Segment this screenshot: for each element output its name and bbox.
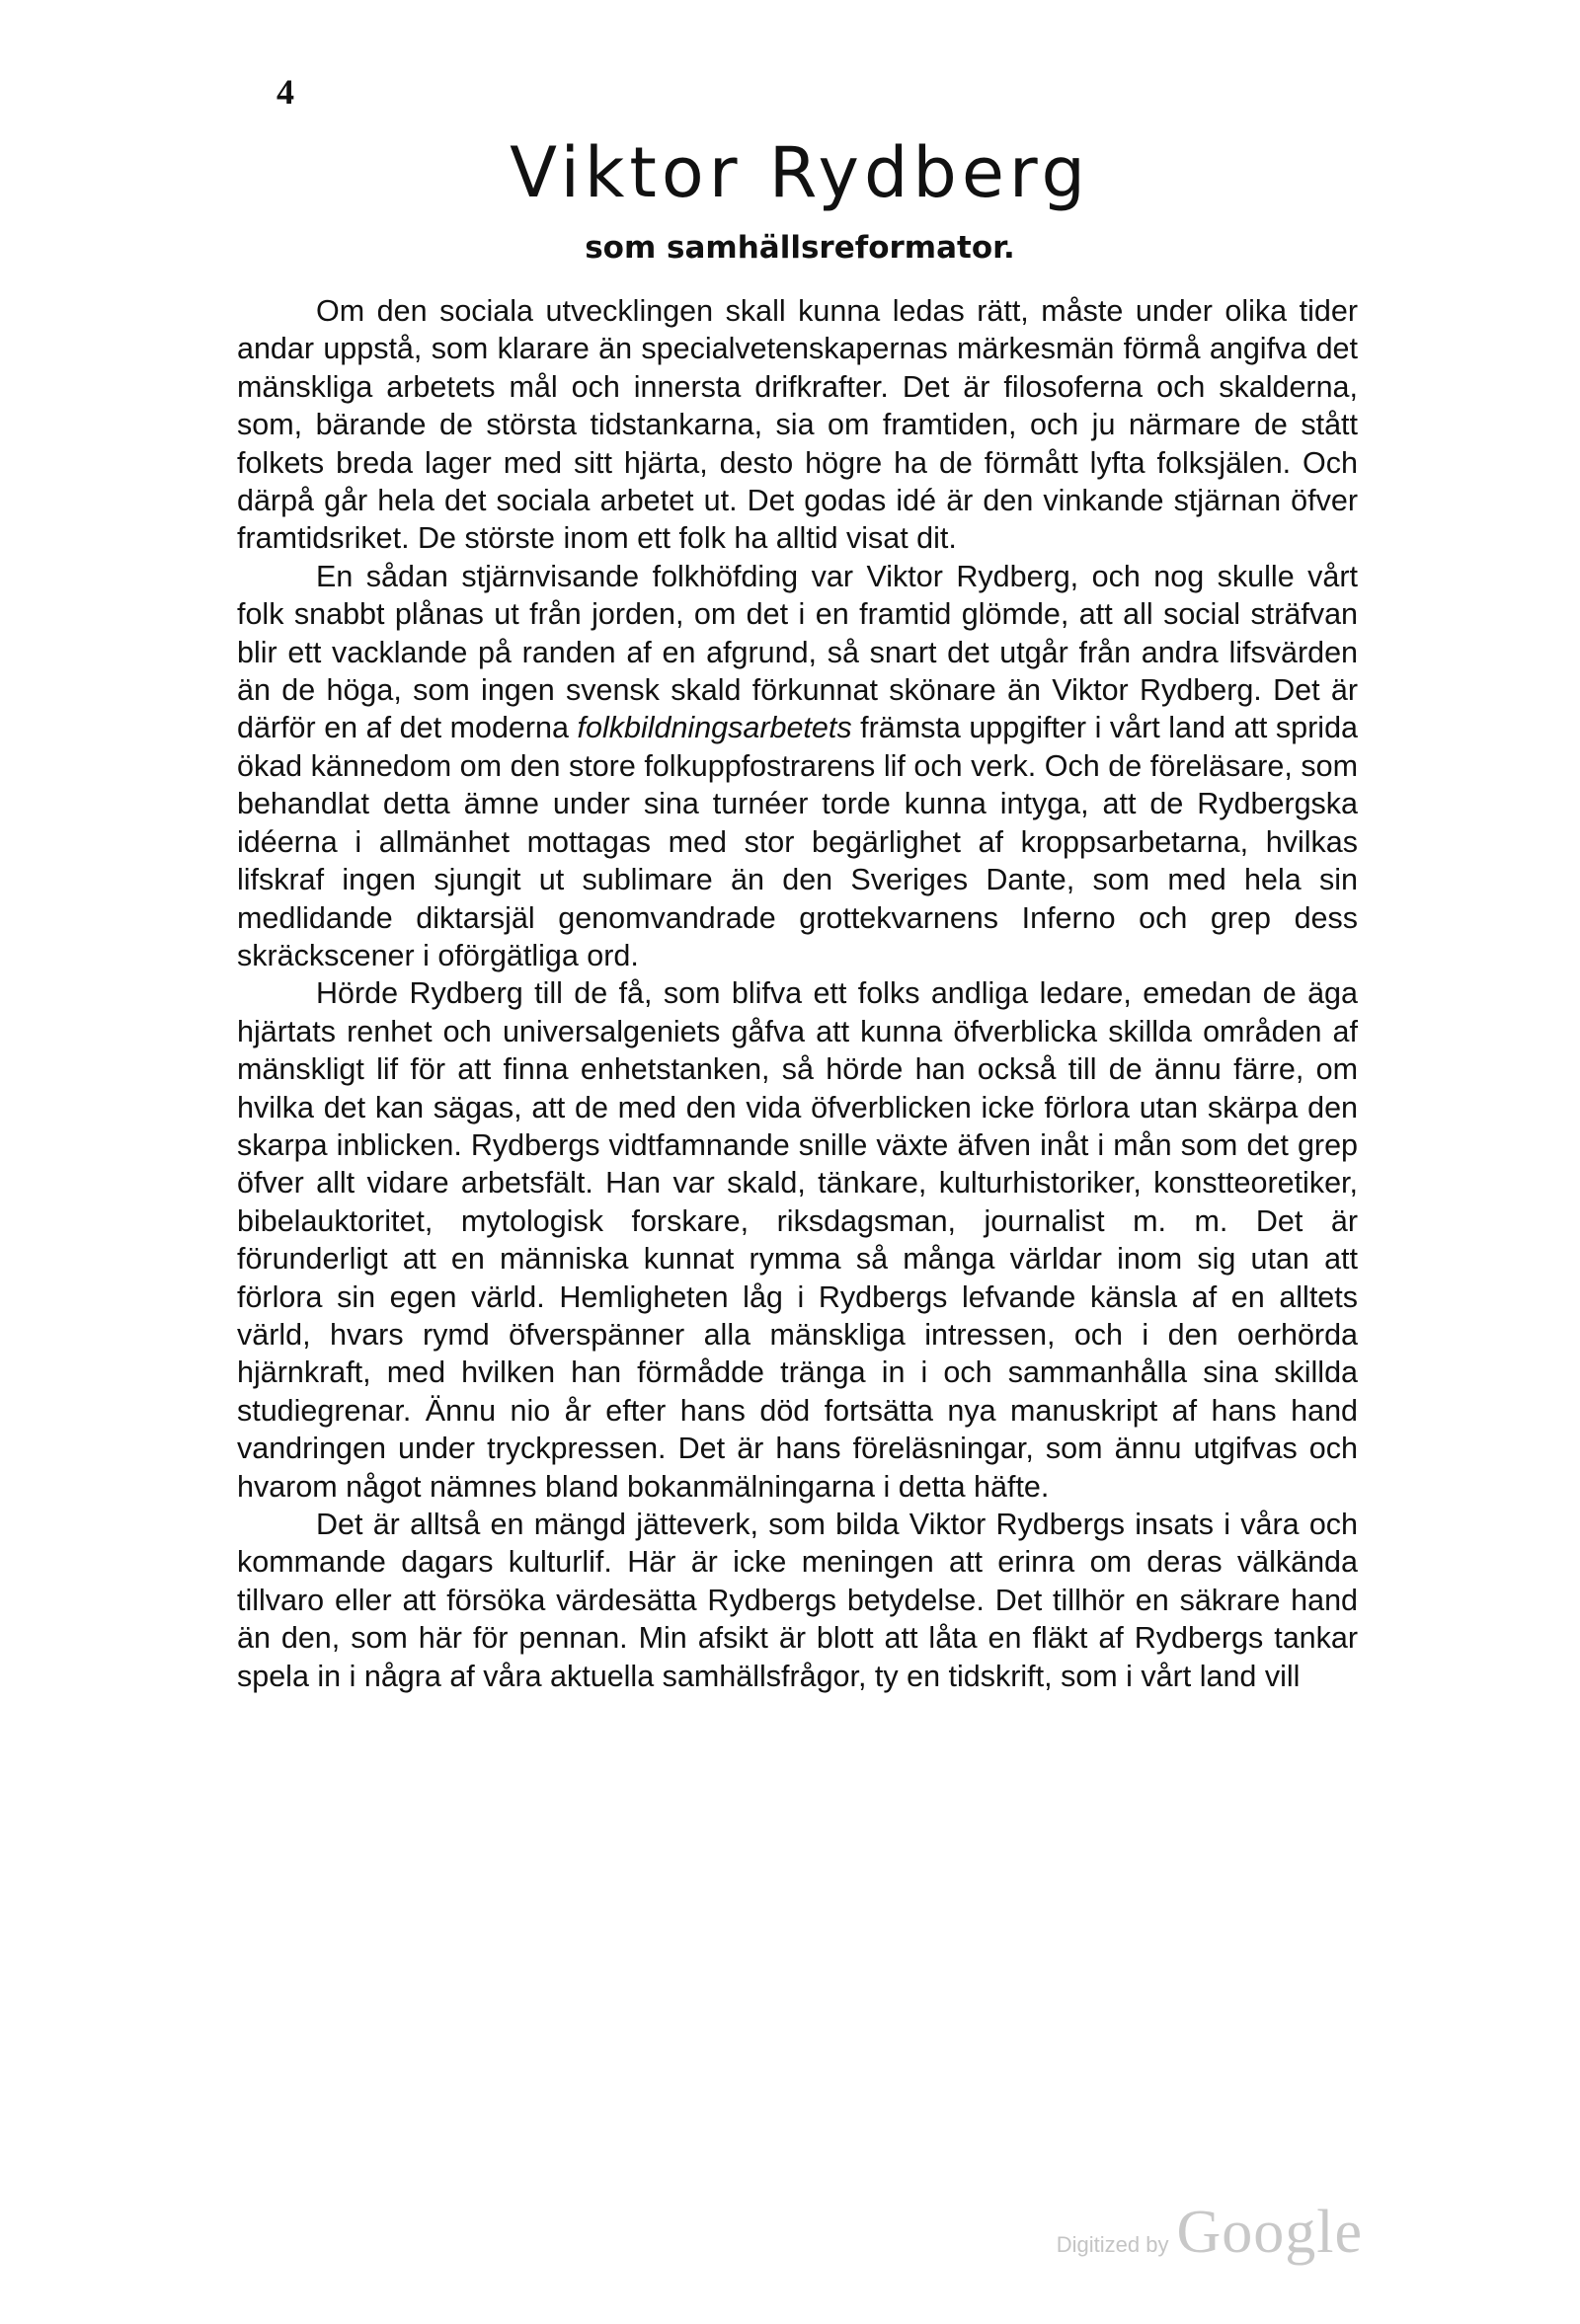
page-number: 4 xyxy=(276,72,294,112)
google-watermark xyxy=(1057,2198,1363,2268)
paragraph-2-text-a: En sådan stjärnvisande folkhöfding var Viktor Rydberg, och nog skulle vårt folk snabbt plånas ut från jorden, om det i en framtid glömde, att all social sträfvan blir ett vacklande på randen af en afgrund, så snart det utgår från andra lifsvärden än de höga, som ingen svensk skald förkunnat skönare än Viktor Rydberg. Det är därför en af det moderna xyxy=(237,559,1358,745)
paragraph-2-text-b: främsta uppgifter i vårt land att sprida ökad kännedom om den store folkuppfostrarens lif och verk. Och de föreläsare, som behandlat detta ämne under sina turnéer torde kunna intyga, att de Rydbergska idéerna i allmänhet mottagas med stor begärlighet af kroppsarbetarna, hvilkas lifskraf ingen sjungit ut sublimare än den Sveriges Dante, som med hela sin medlidande diktarsjäl genomvandrade grottekvarnens Inferno och grep dess skräckscener i oförgätliga ord. xyxy=(237,711,1358,972)
paragraph-4: Det är alltså en mängd jätteverk, som bilda Viktor Rydbergs insats i våra och kommande dagars kulturlif. Här är icke meningen att erinra om deras välkända tillvaro eller att försöka värdesätta Rydbergs betydelse. Det tillhör en säkrare hand än den, som här för pennan. Min afsikt är blott att låta en fläkt af Rydbergs tankar spela in i några af våra aktuella samhällsfrågor, ty en tidskrift, som i vårt land vill xyxy=(237,1508,1358,1693)
digitized-by-label: Digitized by xyxy=(1056,2232,1169,2257)
paragraph-2 xyxy=(237,558,1358,974)
paragraph-1: Om den sociala utvecklingen skall kunna ledas rätt, måste under olika tider andar uppstå, som klarare än specialvetenskapernas märkesmän förmå angifva det mänskliga arbetets mål och innersta drifkrafter. Det är filosoferna och skalderna, som, bärande de största tidstankarna, sia om framtiden, och ju närmare de stått folkets breda lager med sitt hjärta, desto högre ha de förmått lyfta folksjälen. Och därpå går hela det sociala arbetet ut. Det godas idé är den vinkande stjärnan öfver framtidsriket. De störste inom ett folk ha alltid visat dit. xyxy=(237,294,1358,556)
paragraph-3: Hörde Rydberg till de få, som blifva ett folks andliga ledare, emedan de äga hjärtats renhet och universalgeniets gåfva att kunna öfverblicka skillda områden af mänskligt lif för att finna enhetstanken, så hörde han också till de ännu färre, om hvilka det kan sägas, att de med den vida öfverblicken icke förlora utan skärpa den skarpa inblicken. Rydbergs vidtfamnande snille växte äfven inåt i mån som det grep öfver allt vidare arbetsfält. Han var skald, tänkare, kulturhistoriker, konstteoretiker, bibelauktoritet, mytologisk forskare, riksdagsman, journalist m. m. Det är förunderligt att en människa kunnat rymma så många världar inom sig utan att förlora sin egen värld. Hemligheten låg i Rydbergs lefvande känsla af en alltets värld, hvars rymd öfverspänner alla mänskliga intressen, och i den oerhörda hjärnkraft, med hvilken han förmådde tränga in i och sammanhålla sina skillda studiegrenar. Ännu nio år efter hans död fortsätta nya manuskript af hans hand vandringen under tryckpressen. Det är hans föreläsningar, som ännu utgifvas och hvarom något nämnes bland bokanmälningarna i detta häfte. xyxy=(237,976,1358,1504)
article-body xyxy=(237,292,1358,1695)
paragraph-2-emphasis: folkbildningsarbetets xyxy=(577,711,852,745)
article-title: Viktor Rydberg xyxy=(510,132,1090,213)
article-subtitle: som samhällsreformator. xyxy=(585,230,1015,266)
google-logo: Google xyxy=(1176,2199,1363,2266)
